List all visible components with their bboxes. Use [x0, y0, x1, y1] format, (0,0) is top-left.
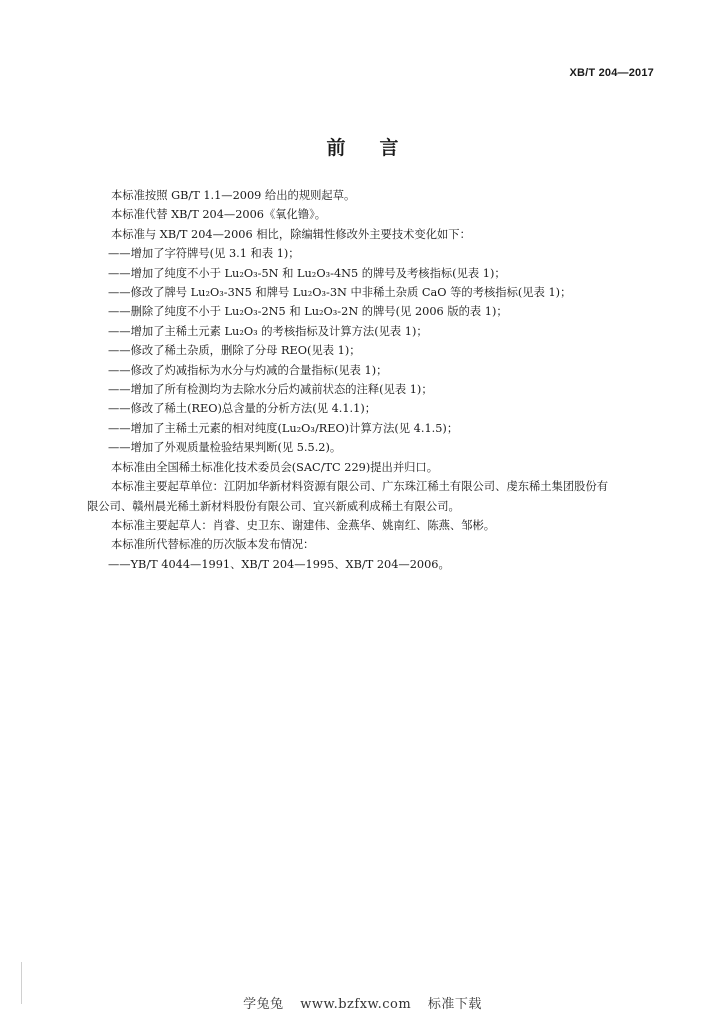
header-divider: [70, 86, 655, 87]
paragraph-drafting-units: 本标准主要起草单位：江阴加华新材料资源有限公司、广东珠江稀土有限公司、虔东稀土集团股份有: [111, 480, 609, 494]
history-item: ——YB/T 4044—1991、XB/T 204—1995、XB/T 204—2006。: [108, 557, 450, 571]
footer-site-name: 学兔兔: [243, 997, 284, 1012]
change-item: ——增加了主稀土元素的相对纯度(Lu₂O₃/REO)计算方法(见 4.1.5)；: [108, 421, 459, 435]
change-item: ——删除了纯度不小于 Lu₂O₃-2N5 和 Lu₂O₃-2N 的牌号(见 2006 版的表 1)；: [108, 305, 508, 319]
change-item: ——增加了字符牌号(见 3.1 和表 1)；: [108, 247, 300, 261]
standard-code: XB/T 204—2017: [569, 67, 654, 79]
paragraph-drafters: 本标准主要起草人：肖睿、史卫东、谢建伟、金燕华、姚南红、陈燕、邹彬。: [111, 518, 496, 532]
change-item: ——修改了灼减指标为水分与灼减的合量指标(见表 1)；: [108, 363, 388, 377]
paragraph-drafting-rules: 本标准按照 GB/T 1.1—2009 给出的规则起草。: [111, 189, 356, 202]
footer-url[interactable]: www.bzfxw.com: [300, 997, 412, 1012]
foreword-body: [87, 186, 668, 574]
paragraph-replaces: 本标准代替 XB/T 204—2006《氧化镥》。: [111, 208, 327, 222]
change-item: ——增加了主稀土元素 Lu₂O₃ 的考核指标及计算方法(见表 1)；: [108, 324, 428, 338]
change-item: ——增加了纯度不小于 Lu₂O₃-5N 和 Lu₂O₃-4N5 的牌号及考核指标(见表 1)；: [108, 266, 506, 280]
change-item: ——修改了牌号 Lu₂O₃-3N5 和牌号 Lu₂O₃-3N 中非稀土杂质 CaO 等的考核指标(见表 1)；: [108, 286, 572, 300]
change-item: ——修改了稀土杂质，删除了分母 REO(见表 1)；: [108, 344, 361, 358]
paragraph-changes-intro: 本标准与 XB/T 204—2006 相比，除编辑性修改外主要技术变化如下：: [111, 227, 471, 241]
footer-watermark: [0, 993, 725, 1012]
change-item: ——修改了稀土(REO)总含量的分析方法(见 4.1.1)；: [108, 402, 377, 416]
paragraph-history-intro: 本标准所代替标准的历次版本发布情况：: [111, 538, 315, 552]
change-item: ——增加了所有检测均为去除水分后灼减前状态的注释(见表 1)；: [108, 383, 433, 397]
footer-tagline: 标准下载: [427, 997, 482, 1012]
change-item: ——增加了外观质量检验结果判断(见 5.5.2)。: [108, 441, 342, 455]
paragraph-drafting-units-continued: 限公司、赣州晨光稀土新材料股份有限公司、宜兴新威利成稀土有限公司。: [87, 499, 460, 513]
page-title: 前言: [326, 137, 433, 159]
paragraph-proposal: 本标准由全国稀土标准化技术委员会(SAC/TC 229)提出并归口。: [111, 460, 439, 474]
